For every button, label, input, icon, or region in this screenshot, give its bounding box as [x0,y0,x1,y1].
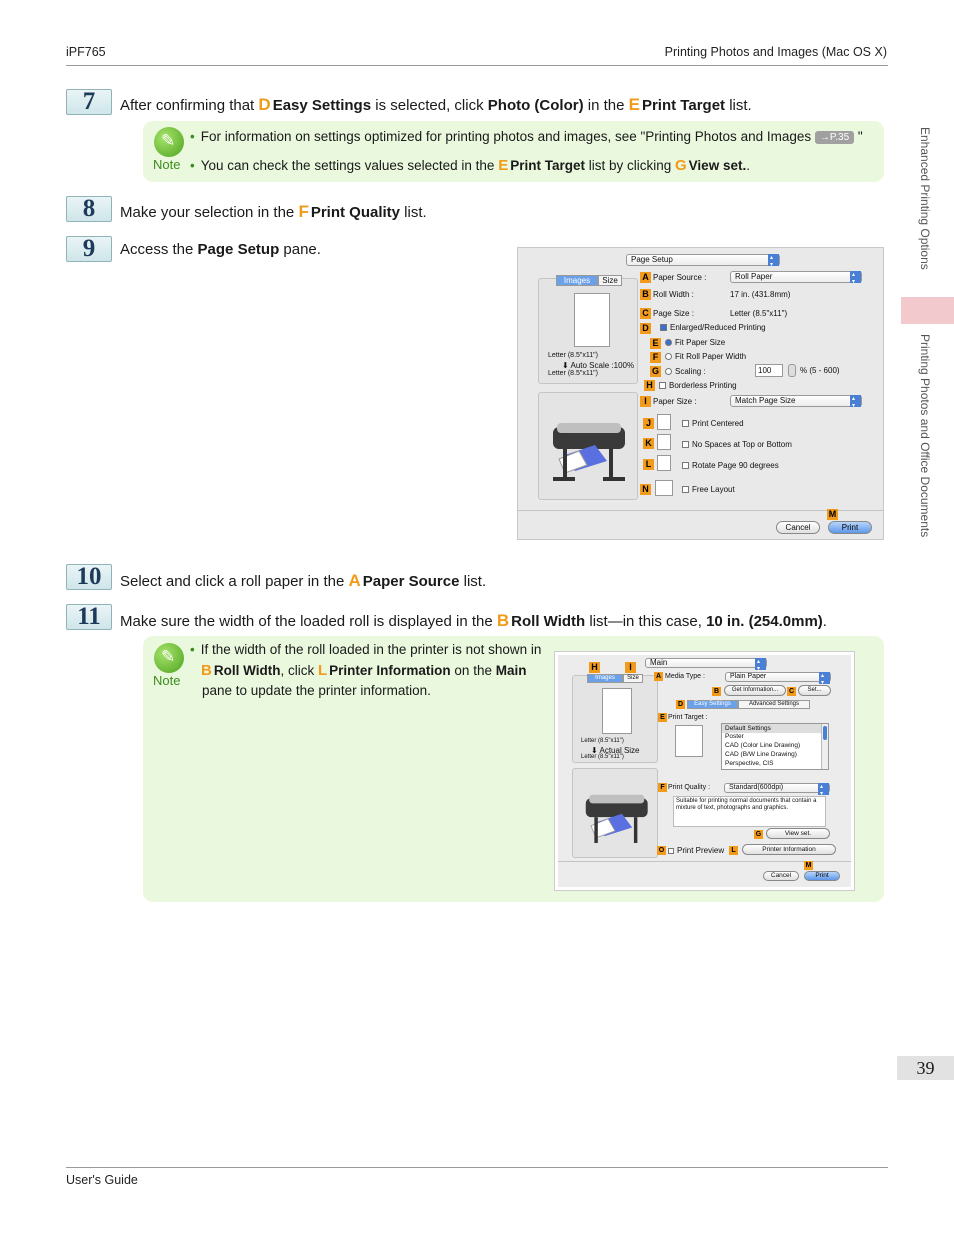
step-7-t3: in the [583,97,629,114]
step-8-t1: Make your selection in the [120,204,299,221]
step-7-b1: Easy Settings [272,97,372,114]
radio-icon [665,353,672,360]
note-2-line-3: pane to update the printer information. [202,683,431,698]
cancel-button[interactable]: Cancel [763,871,799,881]
step-10-t1: Select and click a roll paper in the [120,573,349,590]
note-2-b2: Printer Information [329,663,451,678]
step-11-t1: Make sure the width of the loaded roll is displayed in the [120,613,497,630]
no-spaces-icon [657,434,671,450]
tab-advanced-settings[interactable]: Advanced Settings [738,700,810,709]
checkbox-icon [682,486,689,493]
media-type-select[interactable]: Plain Paper ▴▾ [725,672,831,682]
radio-icon [665,339,672,346]
footer-text: User's Guide [66,1173,138,1187]
printer-information-button[interactable]: Printer Information [742,844,836,855]
sidebar-highlight [901,297,954,324]
tab-images[interactable]: Images [556,275,598,286]
print-target-label: Print Target : [668,714,708,721]
checkbox-icon [682,462,689,469]
pane-select[interactable]: Page Setup ▴▾ [626,254,780,266]
page-number: 39 [897,1056,954,1080]
note-1-bullet-1: • For information on settings optimized for printing photos and images, see "Printing Photos and Images →P.35 " [190,129,863,144]
scaling-label: Scaling : [675,367,706,376]
callout-i: I [625,662,636,673]
note-box-1 [143,121,884,182]
note-2-line-1: • If the width of the roll loaded in the printer is not shown in [190,642,542,657]
note-label: Note [153,157,181,172]
callout-c: C [640,308,651,319]
printer-illustration [573,769,657,855]
checkbox-icon [668,848,674,854]
callout-f: F [658,783,667,792]
callout-b: B [640,289,651,300]
preview-text-2-row [562,361,634,370]
step-8-text [120,202,427,222]
print-quality-label: Print Quality : [668,784,711,791]
list-item[interactable]: CAD (B/W Line Drawing) [725,751,797,758]
note-1-b2-t1: You can check the settings values selected in the [200,158,499,173]
callout-i: I [640,396,651,407]
callout-m: M [805,862,812,869]
callout-g: G [651,366,659,376]
arrow-down-icon: ⬇ [591,746,600,755]
roll-width-value: 17 in. (431.8mm) [730,290,791,299]
print-centered-checkbox[interactable] [682,419,744,428]
preview-text-1: Letter (8.5"x11") [581,738,624,744]
callout-f: F [650,352,661,363]
print-button[interactable]: Print [828,521,872,534]
step-8-t2: list. [400,204,427,221]
sidebar-bottom-label: Printing Photos and Office Documents [918,334,932,538]
page-ref-link[interactable]: →P.35 [815,131,854,144]
radio-icon [665,368,672,375]
step-9-t1: Access the [120,241,198,258]
step-7-t2: is selected, click [371,97,488,114]
no-spaces-checkbox[interactable] [682,440,792,449]
page-preview [602,688,632,734]
header-rule [66,65,888,66]
print-button[interactable]: Print [804,871,840,881]
sidebar-top-label: Enhanced Printing Options [918,127,932,270]
tab-size[interactable]: Size [623,674,643,683]
step-7-b2: Photo (Color) [487,97,584,114]
step-9-t2: pane. [279,241,321,258]
scaling-stepper[interactable] [788,364,796,377]
printer-image-box [538,392,638,500]
callout-c: C [788,688,795,695]
print-preview-label: Print Preview [677,846,725,855]
media-type-label: Media Type : [665,673,705,680]
preview-box [538,278,638,384]
scaling-radio[interactable] [665,367,706,376]
label-e: E [498,157,509,174]
checkbox-icon [682,420,689,427]
note-1-b1-t2: " [854,129,863,144]
step-9-b1: Page Setup [197,241,280,258]
step-10-text [120,571,486,591]
checkbox-icon [660,324,667,331]
list-item[interactable]: CAD (Color Line Drawing) [725,742,801,749]
printer-illustration [539,393,635,493]
label-a: A [348,571,361,590]
fit-roll-label: Fit Roll Paper Width [675,352,747,361]
tab-easy-settings[interactable]: Easy Settings [687,700,738,709]
borderless-checkbox[interactable] [659,381,737,390]
paper-size-label: Paper Size : [653,397,697,406]
callout-l: L [643,459,654,470]
label-d: D [258,95,271,114]
roll-width-label: Roll Width : [653,290,694,299]
step-number-7: 7 [66,89,112,115]
step-10-t2: list. [459,573,487,590]
preview-text-2: Auto Scale :100% [570,361,635,370]
callout-j: J [643,418,654,429]
header-left: iPF765 [66,45,106,59]
note-2-b3: Main [495,663,527,678]
set-button[interactable]: Set... [798,685,831,696]
step-11-t2: list—in this case, [585,613,707,630]
free-layout-checkbox[interactable] [682,485,735,494]
rotate-icon [657,455,671,471]
checkbox-icon [682,441,689,448]
scroll-thumb[interactable] [823,726,827,740]
label-e: E [628,95,640,114]
callout-l: L [729,846,738,855]
page-preview [574,293,610,347]
header-right: Printing Photos and Images (Mac OS X) [664,45,887,59]
pencil-icon [154,127,184,157]
page-size-label: Page Size : [653,309,694,318]
step-11-text [120,611,827,631]
paper-source-select[interactable]: Roll Paper ▴▾ [730,271,862,283]
note-2-b1: Roll Width [213,663,281,678]
pane-select[interactable]: Main ▴▾ [645,658,767,668]
step-7-text [120,95,752,115]
rotate-checkbox[interactable] [682,461,779,470]
step-number-10: 10 [66,564,112,590]
get-information-button[interactable]: Get Information... [724,685,786,696]
callout-d: D [677,701,684,708]
main-pane-screenshot [555,652,854,890]
preview-text-1: Letter (8.5"x11") [548,352,598,359]
note-1-b2-b1: Print Target [510,158,585,173]
print-target-list[interactable] [721,723,829,770]
callout-k: K [643,438,654,449]
step-11-b1: Roll Width [511,613,586,630]
enlarged-checkbox[interactable] [660,323,766,332]
callout-h: H [589,662,600,673]
page-setup-screenshot [517,247,884,540]
tab-images[interactable]: Images [587,674,623,683]
callout-d: D [640,323,651,334]
label-g: G [675,157,687,174]
note-2-line-2 [201,662,526,679]
preview-text-3: Letter (8.5"x11") [548,370,598,377]
callout-h: H [644,380,655,391]
scaling-range: % (5 - 600) [800,366,840,375]
print-preview-checkbox[interactable] [668,846,724,855]
callout-a: A [655,673,662,680]
printer-image-box [572,768,658,858]
print-centered-label: Print Centered [692,419,744,428]
label-f: F [298,202,309,221]
cancel-button[interactable]: Cancel [776,521,820,534]
note-1-b2-t3: . [746,158,750,173]
note-2-t1: , click [280,663,318,678]
list-scrollbar[interactable] [821,724,828,769]
step-number-8: 8 [66,196,112,222]
rotate-label: Rotate Page 90 degrees [692,461,779,470]
view-set-button[interactable]: View set. [766,828,830,839]
print-quality-select[interactable]: Standard(600dpi) ▴▾ [724,783,830,793]
free-layout-label: Free Layout [692,485,735,494]
preview-text-2: Actual Size [599,746,640,755]
list-item[interactable]: Poster [725,733,744,740]
callout-e: E [658,713,667,722]
pencil-icon [154,643,184,673]
label-b: B [201,662,212,679]
callout-b: B [713,688,720,695]
step-number-11: 11 [66,604,112,630]
fit-paper-radio[interactable] [665,338,725,347]
callout-m: M [828,509,837,519]
fit-paper-label: Fit Paper Size [675,338,726,347]
step-7-b3: Print Target [641,97,726,114]
note-box-2 [143,636,884,902]
callout-n: N [640,484,651,495]
label-l: L [317,662,328,679]
note-2-t2: on the [450,663,496,678]
target-preview-image [675,725,703,757]
note-1-b2-b2: View set. [688,158,747,173]
quality-description: Suitable for printing normal documents that contain a mixture of text, photographs and graphics. [673,796,826,827]
step-8-b1: Print Quality [310,204,401,221]
free-layout-icon [655,480,673,496]
arrow-down-icon: ⬇ [562,361,571,370]
label-b: B [496,611,510,630]
borderless-label: Borderless Printing [669,381,737,390]
list-item[interactable]: Default Settings [722,724,822,733]
note-1-b1-t1: For information on settings optimized for printing photos and images, see "Printing Photos and Images [200,129,815,144]
preview-box [572,675,658,763]
callout-a: A [640,272,651,283]
step-10-b1: Paper Source [362,573,460,590]
footer-rule [66,1167,888,1168]
print-centered-icon [657,414,671,430]
note-1-b2-t2: list by clicking [584,158,675,173]
no-spaces-label: No Spaces at Top or Bottom [692,440,792,449]
step-9-text [120,241,321,258]
paper-source-label: Paper Source : [653,273,707,282]
callout-o: O [658,847,665,854]
checkbox-icon [659,382,666,389]
fit-roll-radio[interactable] [665,352,746,361]
tab-size[interactable]: Size [598,275,622,286]
preview-text-3: Letter (8.5"x11") [581,754,624,760]
scaling-input[interactable]: 100 [755,364,783,377]
step-7-t4: list. [725,97,752,114]
note-2-line-1-text: If the width of the roll loaded in the printer is not shown in [200,642,542,657]
step-11-t3: . [822,613,827,630]
step-7-t1: After confirming that [120,97,259,114]
enlarged-label: Enlarged/Reduced Printing [670,323,766,332]
callout-e: E [650,338,661,349]
note-label: Note [153,673,181,688]
step-number-9: 9 [66,236,112,262]
page-size-value: Letter (8.5"x11") [730,309,788,318]
step-11-b2: 10 in. (254.0mm) [706,613,823,630]
list-item[interactable]: Perspective, CIS [725,760,774,767]
paper-size-select[interactable]: Match Page Size ▴▾ [730,395,862,407]
callout-g: G [755,831,762,838]
note-1-bullet-2: • You can check the settings values selected in the E Print Target list by clicking G View set.. [190,157,750,174]
